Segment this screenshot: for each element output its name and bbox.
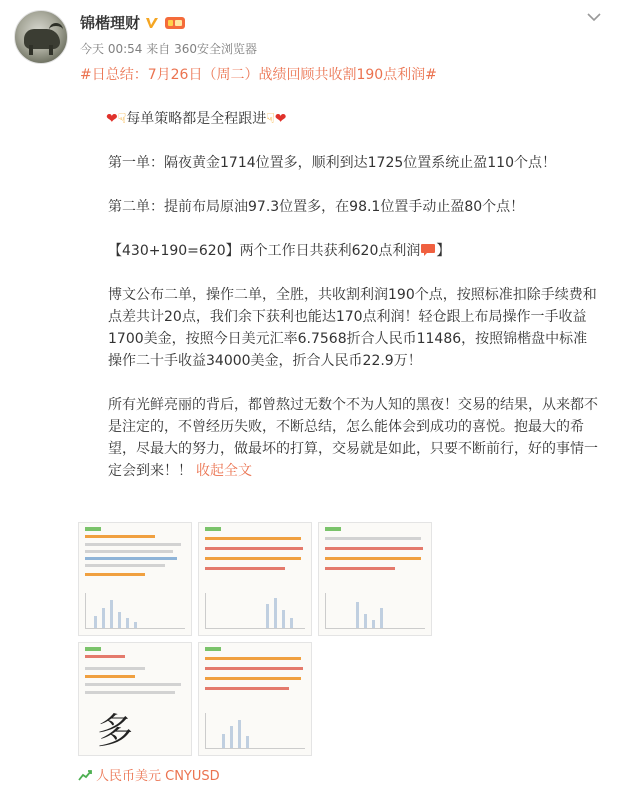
- second-order-text: 第二单：提前布局原油97.3位置多，在98.1位置手动止盈80个点！: [108, 199, 525, 215]
- handwritten-character: 多: [97, 711, 134, 752]
- stock-link[interactable]: [78, 765, 220, 784]
- avatar[interactable]: [14, 10, 68, 64]
- image-thumbnail[interactable]: [198, 642, 312, 756]
- chevron-down-icon[interactable]: [587, 12, 601, 22]
- paragraph-one: 博文公布二单，操作二单，全胜，共收割利润190个点，按照标准扣除手续费和点差共计20点，我们余下获利也能达170点利润！轻仓跟上布局操作一手收益1700美金，按照今日美元汇率6.7568折合人民币11486，按照锦楷盘中标准操作二十手收益34000美金，折合人民币22.9万！: [108, 287, 597, 369]
- level-badge-icon[interactable]: [164, 15, 186, 30]
- summary-text: 【430+190=620】两个工作日共获利620点利润: [108, 243, 421, 259]
- post-content: [80, 64, 600, 482]
- heart-emoji: ❤: [274, 111, 287, 127]
- source-prefix: 来自: [146, 42, 171, 56]
- summary-line: [80, 240, 600, 262]
- paragraph-two: [80, 394, 600, 482]
- first-order-text: 第一单：隔夜黄金1714位置多，顺利到达1725位置系统止盈110个点！: [108, 155, 556, 171]
- post-source: 360安全浏览器: [174, 42, 257, 56]
- strategy-text: 每单策略都是全程跟进: [126, 111, 267, 127]
- image-grid: [78, 522, 434, 762]
- collapse-link[interactable]: 收起全文: [196, 463, 252, 479]
- paragraph-two-text: 所有光鲜亮丽的背后，都曾熬过无数个不为人知的黑夜！交易的结果，从来都不是注定的，不曾经历失败，不断总结，怎么能体会到成功的喜悦。抱最大的希望，尽最大的努力，做最坏的打算，交易就是如此，只要不断前行，好的事情一定会到来！！: [108, 397, 598, 479]
- bull-leg-shape: [49, 45, 53, 55]
- bull-leg-shape: [29, 45, 33, 55]
- image-thumbnail[interactable]: [318, 522, 432, 636]
- speech-bubble-emoji: [420, 243, 436, 257]
- image-thumbnail[interactable]: [198, 522, 312, 636]
- pointing-hand-emoji: ☟: [266, 111, 275, 127]
- post-time[interactable]: 今天 00:54: [80, 42, 143, 56]
- pointing-hand-emoji: ☟: [117, 111, 127, 127]
- author-name[interactable]: 锦楷理财: [80, 14, 141, 32]
- image-thumbnail[interactable]: [78, 642, 192, 756]
- verified-v-icon[interactable]: [145, 16, 159, 30]
- author-row: [80, 12, 186, 33]
- stock-link-label[interactable]: 人民币美元 CNYUSD: [96, 769, 220, 784]
- topic-hashtag[interactable]: #日总结：7月26日（周二）战绩回顾共收割190点利润#: [80, 67, 437, 83]
- summary-bracket: 】: [436, 243, 451, 259]
- strategy-line: [80, 108, 600, 130]
- heart-emoji: ❤: [106, 111, 118, 127]
- post-meta: [80, 40, 257, 57]
- bull-horn-shape: [49, 23, 63, 31]
- image-thumbnail[interactable]: [78, 522, 192, 636]
- stock-trend-icon: [78, 768, 92, 782]
